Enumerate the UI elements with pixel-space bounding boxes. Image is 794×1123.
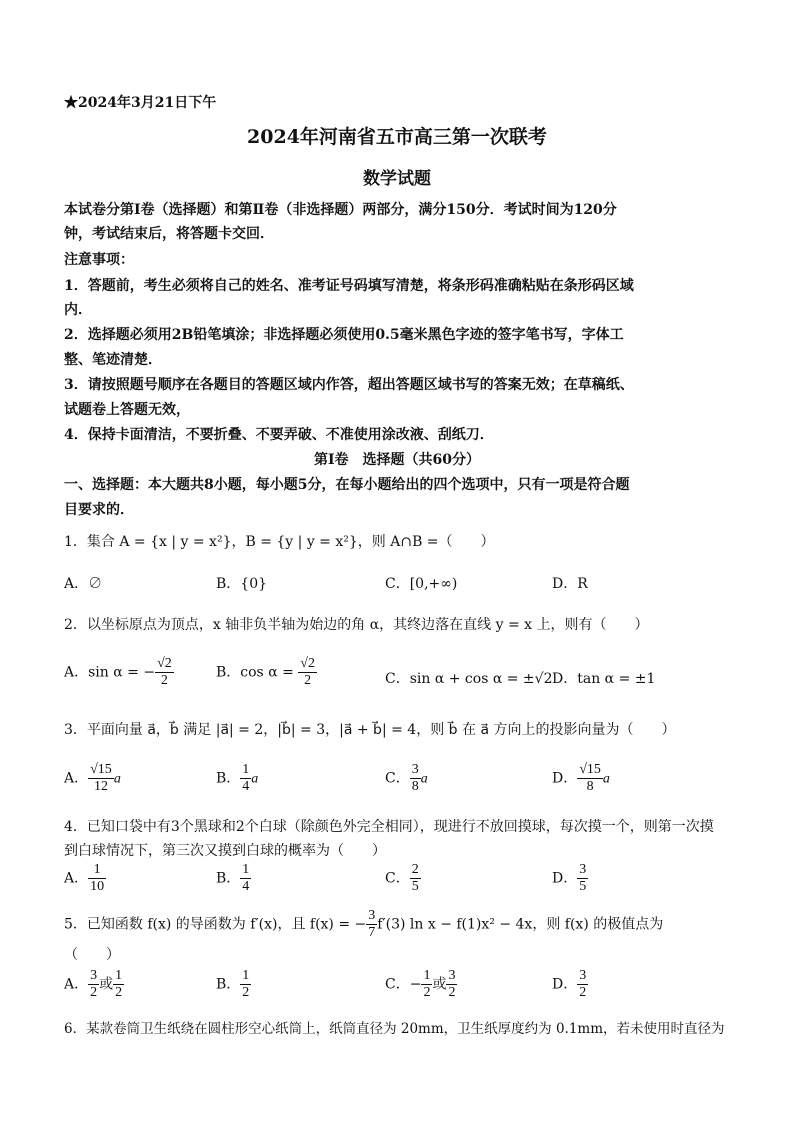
q2-option-a-fraction — [155, 656, 174, 689]
q4-a-label: A． — [64, 870, 89, 887]
q2-option-d: D．tan α = ±1 — [552, 671, 656, 687]
q5-a-fraction-1 — [88, 968, 99, 1001]
q3-a-label: A． — [64, 770, 89, 787]
q3-stem: 3．平面向量 a⃗，b⃗ 满足 |a⃗| = 2，|b⃗| = 3，|a⃗ + b⃗| = 4，则 b⃗ 在 a⃗ 方向上的投影向量为（ ） — [64, 722, 676, 738]
q3-d-fraction — [577, 762, 603, 795]
notice-2b: 整、笔迹清楚． — [64, 352, 162, 368]
q5-b-label: B． — [216, 976, 241, 993]
q5-c-num-2: 3 — [448, 968, 456, 983]
q4-b-label: B． — [216, 870, 241, 887]
q5-c-fraction-1 — [421, 968, 432, 1001]
q3-option-a — [64, 762, 132, 795]
q2-option-b — [216, 656, 317, 689]
q3-d-label: D． — [552, 770, 578, 787]
q4-b-fraction — [240, 862, 251, 895]
q5-c-den-2: 2 — [448, 985, 456, 1000]
q4-a-fraction — [88, 862, 106, 895]
q5-stem-post: f′(3) ln x − f(1)x² − 4x，则 f(x) 的极值点为 — [377, 916, 664, 933]
notice-1a: 1．答题前，考生必须将自己的姓名、准考证号码填写清楚，将条形码准确粘贴在条形码区域 — [64, 278, 634, 294]
q4-d-label: D． — [552, 870, 578, 887]
q3-b-label: B． — [216, 770, 241, 787]
notice-3a: 3．请按照题号顺序在各题目的答题区域内作答，超出答题区域书写的答案无效；在草稿纸、 — [64, 377, 634, 393]
q5-c-den-1: 2 — [423, 985, 431, 1000]
q2-option-b-fraction — [298, 656, 317, 689]
q2-b-den: 2 — [304, 673, 312, 688]
q1-option-c: C．[0,+∞) — [385, 576, 458, 592]
q6-stem: 6．某款卷筒卫生纸绕在圆柱形空心纸筒上，纸筒直径为 20mm，卫生纸厚度约为 0.1mm，若未使用时直径为 — [64, 1021, 725, 1037]
q3-b-fraction — [240, 762, 251, 795]
q5-c-fraction-2 — [446, 968, 457, 1001]
intro-line-2: 钟，考试结束后，将答题卡交回． — [64, 226, 274, 242]
q2-option-c: C．sin α + cos α = ±√2 — [385, 671, 553, 687]
q3-option-b — [216, 762, 269, 795]
q5-a-or: 或 — [99, 976, 114, 993]
q4-option-d — [552, 862, 588, 895]
q5-option-b — [216, 968, 251, 1001]
q5-a-label: A． — [64, 976, 89, 993]
q5-a-fraction-2 — [113, 968, 124, 1001]
q3-options — [64, 762, 744, 802]
q4-stem-1: 4．已知口袋中有3个黑球和2个白球（除颜色外完全相同），现进行不放回摸球，每次摸一个，则第一次摸 — [64, 819, 714, 835]
q5-stem-fraction — [366, 908, 377, 941]
q5-c-label: C． — [385, 976, 410, 993]
q3-a-fraction — [88, 762, 114, 795]
q5-b-fraction — [240, 968, 251, 1001]
q1-option-b: B．{0} — [216, 576, 268, 592]
q5-option-c — [385, 968, 457, 1001]
q3-c-num: 3 — [411, 762, 419, 777]
q3-a-vector: a⃗ — [113, 771, 132, 787]
q4-d-den: 5 — [579, 879, 587, 894]
q4-options — [64, 862, 744, 902]
q5-stem-2: （ ） — [64, 947, 120, 963]
q3-d-num: √15 — [579, 762, 601, 777]
notice-title: 注意事项： — [64, 252, 134, 268]
q5-a-den-1: 2 — [90, 985, 98, 1000]
q5-b-num: 1 — [242, 968, 250, 983]
exam-title: 2024年河南省五市高三第一次联考 — [247, 126, 547, 148]
q4-stem-2: 到白球情况下，第三次又摸到白球的概率为（ ） — [64, 843, 386, 859]
q4-c-den: 5 — [411, 879, 419, 894]
notice-3b: 试题卷上答题无效， — [64, 402, 190, 418]
q2-option-b-text: B．cos α = — [216, 664, 299, 681]
q1-option-a: A．∅ — [64, 576, 103, 592]
q3-c-den: 8 — [411, 779, 419, 794]
q5-d-label: D． — [552, 976, 578, 993]
q2-a-den: 2 — [160, 673, 168, 688]
q5-stem-pre: 5．已知函数 f(x) 的导函数为 f′(x)，且 f(x) = − — [64, 916, 367, 933]
q5-a-den-2: 2 — [115, 985, 123, 1000]
q3-d-den: 8 — [586, 779, 594, 794]
q1-stem: 1．集合 A = {x | y = x²}，B = {y | y = x²}，则 A∩B =（ ） — [64, 534, 495, 550]
q5-c-num-1: 1 — [423, 968, 431, 983]
q4-d-num: 3 — [579, 862, 587, 877]
q5-c-minus: − — [409, 976, 422, 993]
q4-b-den: 4 — [242, 879, 250, 894]
q4-c-label: C． — [385, 870, 410, 887]
notice-2a: 2．选择题必须用2B铅笔填涂；非选择题必须使用0.5毫米黑色字迹的签字笔书写，字体工 — [64, 327, 624, 343]
section-desc-2: 目要求的． — [64, 502, 134, 518]
q5-a-num-1: 3 — [90, 968, 98, 983]
q3-c-label: C． — [385, 770, 410, 787]
q2-b-num: √2 — [300, 656, 315, 671]
q3-a-den: 12 — [93, 779, 108, 794]
q4-c-fraction — [410, 862, 421, 895]
q5-b-den: 2 — [242, 985, 250, 1000]
q5-d-den: 2 — [579, 985, 587, 1000]
q3-b-den: 4 — [242, 779, 250, 794]
q2-option-a-text: A．sin α = − — [64, 664, 156, 681]
q5-c-or: 或 — [432, 976, 447, 993]
q2-stem: 2．以坐标原点为顶点，x 轴非负半轴为始边的角 α，其终边落在直线 y = x 上，则有（ ） — [64, 617, 649, 633]
q4-option-b — [216, 862, 251, 895]
q3-d-vector: a⃗ — [602, 771, 621, 787]
q3-c-fraction — [410, 762, 421, 795]
q4-b-num: 1 — [242, 862, 250, 877]
q4-option-c — [385, 862, 421, 895]
notice-4: 4．保持卡面清洁，不要折叠、不要弄破、不准使用涂改液、刮纸刀． — [64, 427, 494, 443]
q4-a-den: 10 — [90, 879, 105, 894]
q5-a-num-2: 1 — [115, 968, 123, 983]
q5-stem-den: 7 — [368, 925, 376, 940]
exam-date: ★2024年3月21日下午 — [64, 95, 217, 111]
q2-a-num: √2 — [157, 656, 172, 671]
q3-option-c — [385, 762, 439, 795]
notice-1b: 内． — [64, 302, 92, 318]
q3-b-vector: a⃗ — [251, 771, 270, 787]
q4-option-a — [64, 862, 106, 895]
q5-stem-num: 3 — [368, 908, 376, 923]
q4-c-num: 2 — [411, 862, 419, 877]
q3-c-vector: a⃗ — [420, 771, 439, 787]
section-title: 第Ⅰ卷 选择题（共60分） — [313, 452, 481, 468]
exam-subject: 数学试题 — [363, 169, 431, 189]
q5-options — [64, 968, 744, 1008]
q2-option-a — [64, 656, 174, 689]
q3-a-num: √15 — [90, 762, 112, 777]
q4-d-fraction — [577, 862, 588, 895]
q4-a-num: 1 — [88, 862, 106, 879]
section-desc-1: 一、选择题：本大题共8小题，每小题5分，在每小题给出的四个选项中，只有一项是符合题 — [64, 477, 630, 493]
q3-b-num: 1 — [242, 762, 250, 777]
q1-option-d: D．R — [552, 576, 588, 592]
q5-d-fraction — [577, 968, 588, 1001]
q5-option-d — [552, 968, 588, 1001]
q5-option-a — [64, 968, 124, 1001]
q5-d-num: 3 — [579, 968, 587, 983]
q5-stem — [64, 908, 663, 941]
q3-option-d — [552, 762, 621, 795]
q2-options — [64, 656, 744, 696]
intro-line-1: 本试卷分第Ⅰ卷（选择题）和第Ⅱ卷（非选择题）两部分，满分150分．考试时间为120分 — [64, 202, 617, 218]
